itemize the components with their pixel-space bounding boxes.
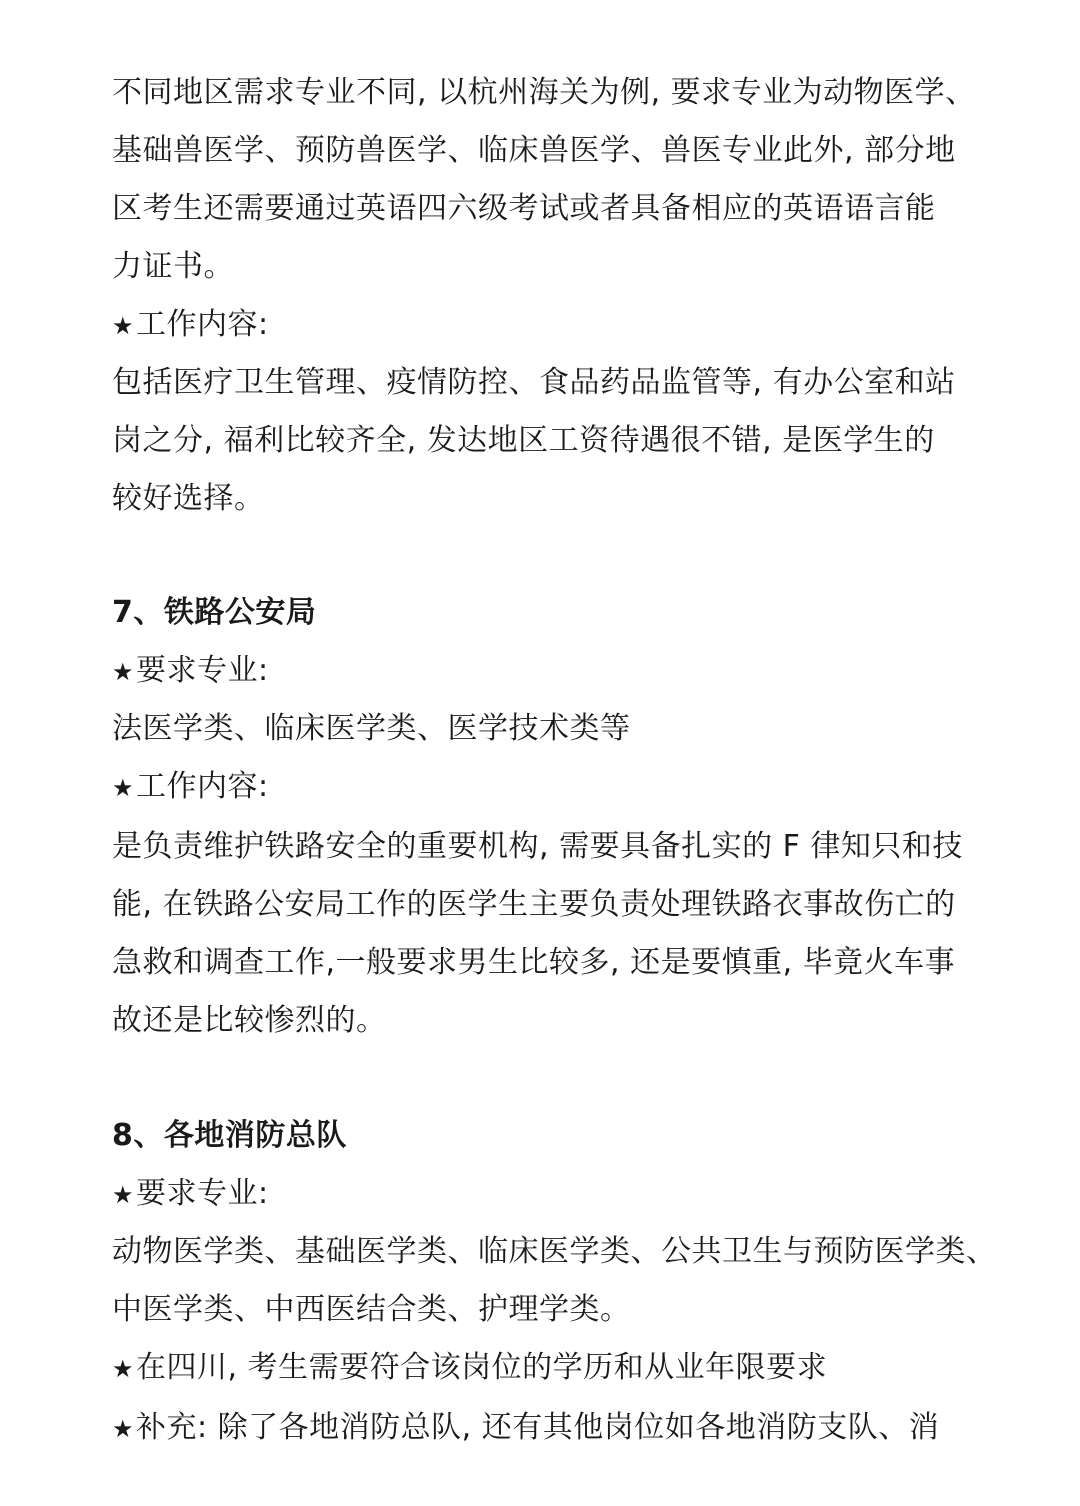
star-icon: ★ bbox=[112, 1415, 135, 1443]
paragraph-line: 区考生还需要通过英语四六级考试或者具备相应的英语语言能 bbox=[112, 191, 936, 226]
paragraph-line: 急救和调查工作,一般要求男生比较多, 还是要慎重, 毕竟火车事 bbox=[112, 945, 956, 980]
note-line bbox=[112, 1408, 939, 1448]
work-content-label bbox=[112, 305, 269, 345]
star-icon: ★ bbox=[112, 774, 135, 802]
paragraph-line: 较好选择。 bbox=[112, 481, 265, 516]
note-text: 补充: 除了各地消防总队, 还有其他岗位如各地消防支队、消 bbox=[136, 1410, 940, 1445]
star-icon: ★ bbox=[112, 312, 135, 340]
required-major-label bbox=[112, 651, 269, 691]
label-text: 要求专业: bbox=[136, 653, 269, 688]
work-content-label bbox=[112, 767, 269, 807]
star-icon: ★ bbox=[112, 1355, 135, 1383]
paragraph-line: 力证书。 bbox=[112, 249, 234, 284]
label-text: 工作内容: bbox=[136, 307, 269, 342]
star-icon: ★ bbox=[112, 1181, 135, 1209]
paragraph-line: 法医学类、临床医学类、医学技术类等 bbox=[112, 711, 631, 746]
star-icon: ★ bbox=[112, 658, 135, 686]
paragraph-line: 故还是比较惨烈的。 bbox=[112, 1003, 387, 1038]
required-major-label bbox=[112, 1174, 269, 1214]
paragraph-line: 包括医疗卫生管理、疫情防控、食品药品监管等, 有办公室和站 bbox=[112, 365, 956, 400]
paragraph-line: 动物医学类、基础医学类、临床医学类、公共卫生与预防医学类、 bbox=[112, 1234, 997, 1269]
note-line bbox=[112, 1348, 827, 1388]
note-text: 在四川, 考生需要符合该岗位的学历和从业年限要求 bbox=[136, 1350, 828, 1385]
paragraph-line: 是负责维护铁路安全的重要机构, 需要具备扎实的 F 律知只和技 bbox=[112, 829, 963, 864]
label-text: 要求专业: bbox=[136, 1176, 269, 1211]
paragraph-line: 不同地区需求专业不同, 以杭州海关为例, 要求专业为动物医学、 bbox=[112, 75, 976, 110]
paragraph-line: 基础兽医学、预防兽医学、临床兽医学、兽医专业此外, 部分地 bbox=[112, 133, 956, 168]
paragraph-line: 岗之分, 福利比较齐全, 发达地区工资待遇很不错, 是医学生的 bbox=[112, 423, 935, 458]
paragraph-line: 能, 在铁路公安局工作的医学生主要负责处理铁路衣事故伤亡的 bbox=[112, 887, 956, 922]
paragraph-line: 中医学类、中西医结合类、护理学类。 bbox=[112, 1292, 631, 1327]
section-heading: 7、铁路公安局 bbox=[112, 595, 317, 630]
section-heading: 8、各地消防总队 bbox=[112, 1118, 347, 1153]
label-text: 工作内容: bbox=[136, 769, 269, 804]
